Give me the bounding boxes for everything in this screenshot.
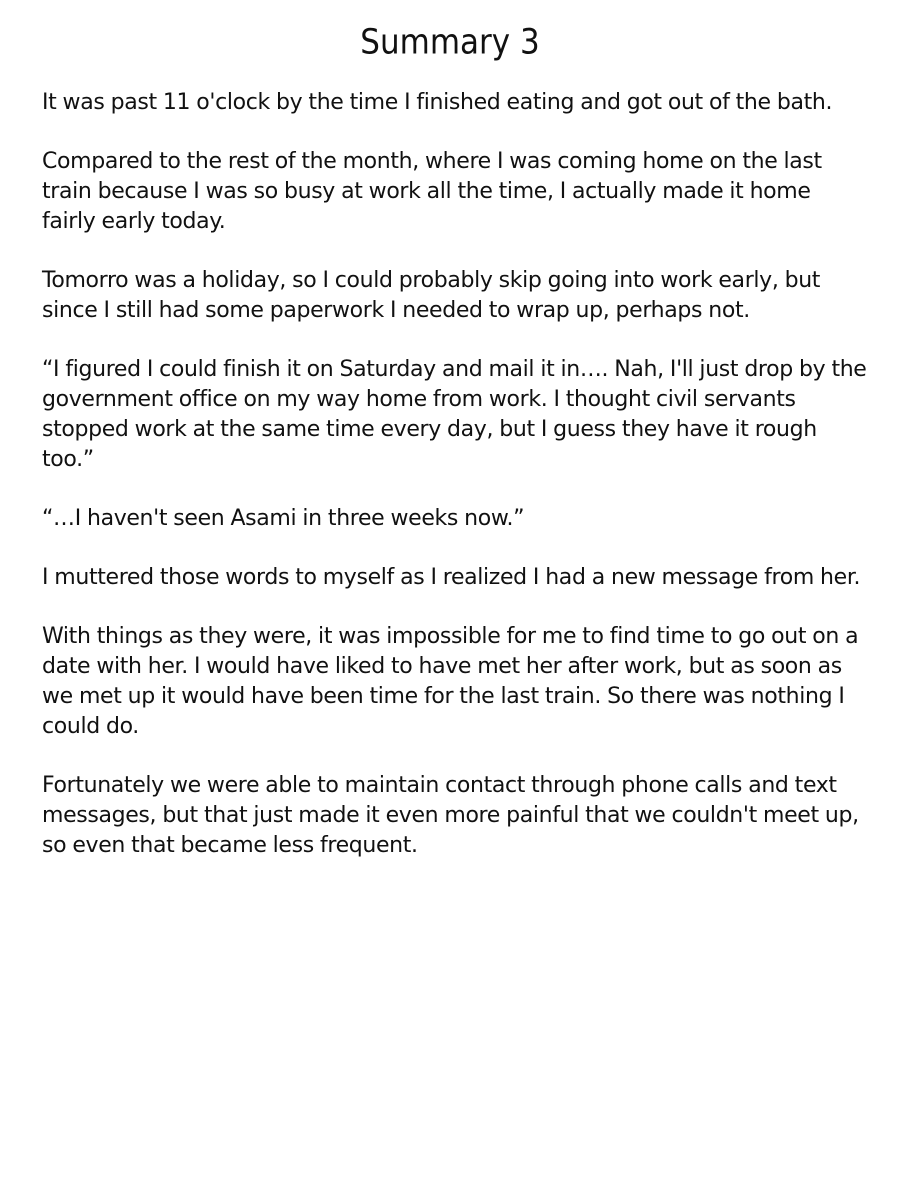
paragraph-7: With things as they were, it was impossible for me to find time to go out on a date with her. I would have liked to have met her after work, but as soon as we met up it would have been time for the last train. So there was nothing I could do. bbox=[42, 624, 859, 739]
paragraph-6: I muttered those words to myself as I realized I had a new message from her. bbox=[42, 565, 861, 590]
document-body bbox=[42, 88, 868, 890]
paragraph-5: “…I haven't seen Asami in three weeks now.” bbox=[42, 506, 525, 531]
page-title: Summary 3 bbox=[360, 22, 540, 63]
paragraph-1: It was past 11 o'clock by the time I finished eating and got out of the bath. bbox=[42, 90, 833, 115]
paragraph-2: Compared to the rest of the month, where I was coming home on the last train because I was so busy at work all the time, I actually made it home fairly early today. bbox=[42, 149, 822, 234]
paragraph-3: Tomorro was a holiday, so I could probably skip going into work early, but since I still had some paperwork I needed to wrap up, perhaps not. bbox=[42, 268, 821, 323]
paragraph-4: “I figured I could finish it on Saturday and mail it in…. Nah, I'll just drop by the government office on my way home from work. I thought civil servants stopped work at the same time every day, but I guess they have it rough too.” bbox=[42, 357, 867, 472]
paragraph-8: Fortunately we were able to maintain contact through phone calls and text messages, but that just made it even more painful that we couldn't meet up, so even that became less frequent. bbox=[42, 773, 859, 858]
